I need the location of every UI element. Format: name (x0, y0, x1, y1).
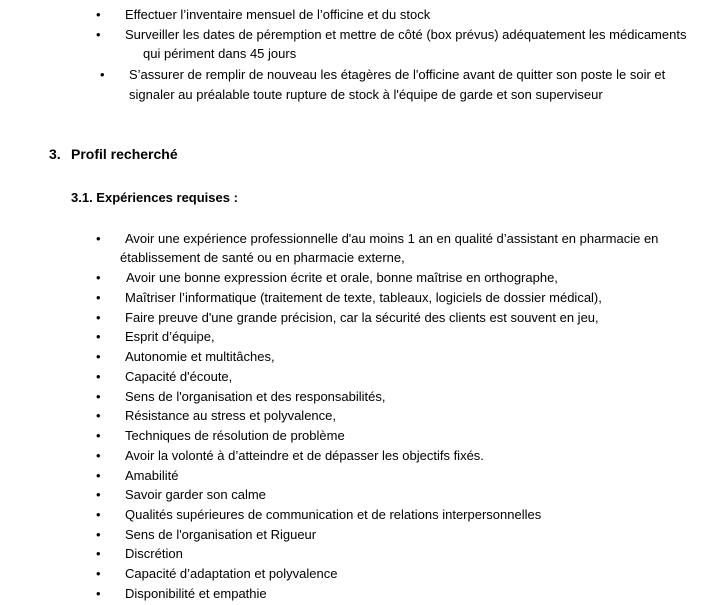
bullet: • (96, 290, 101, 305)
bullet: • (96, 566, 101, 581)
list-item-text: Sens de l'organisation et des responsabilités, (125, 389, 386, 404)
bullet: • (96, 389, 101, 404)
list-item-text: Capacité d’adaptation et polyvalence (125, 566, 338, 581)
bullet: • (96, 270, 101, 285)
list-item-text: S’assurer de remplir de nouveau les étagères de l'officine avant de quitter son poste le soir et (129, 67, 666, 82)
list-item-text: Résistance au stress et polyvalence, (125, 408, 336, 423)
bullet: • (96, 369, 101, 384)
list-item-text: Faire preuve d'une grande précision, car la sécurité des clients est souvent en jeu, (125, 310, 599, 325)
list-item-text: Avoir une bonne expression écrite et orale, bonne maîtrise en orthographe, (126, 270, 558, 285)
bullet: • (96, 428, 101, 443)
list-item-text: signaler au préalable toute rupture de stock à l'équipe de garde et son superviseur (129, 87, 603, 102)
list-item-text: Disponibilité et empathie (125, 586, 267, 601)
bullet: • (96, 349, 101, 364)
list-item-text: Effectuer l’inventaire mensuel de l’officine et du stock (125, 7, 431, 22)
subsection-title: 3.1. Expériences requises : (71, 190, 238, 205)
list-item-text: Surveiller les dates de péremption et mettre de côté (box prévus) adéquatement les médicaments (125, 27, 687, 42)
bullet: • (96, 7, 101, 22)
bullet: • (96, 310, 101, 325)
list-item-text: Avoir une expérience professionnelle d'au moins 1 an en qualité d’assistant en pharmacie en (125, 231, 659, 246)
list-item-text: qui périment dans 45 jours (143, 46, 297, 61)
list-item-text: Capacité d'écoute, (125, 369, 233, 384)
list-item-text: Sens de l'organisation et Rigueur (125, 527, 317, 542)
bullet: • (96, 329, 101, 344)
list-item-text: Amabilité (125, 468, 179, 483)
list-item-text: Esprit d’équipe, (125, 329, 215, 344)
bullet: • (96, 527, 101, 542)
bullet: • (96, 507, 101, 522)
bullet: • (96, 487, 101, 502)
list-item-text: Autonomie et multitâches, (125, 349, 275, 364)
list-item-text: Techniques de résolution de problème (125, 428, 345, 443)
list-item-text: établissement de santé ou en pharmacie externe, (120, 250, 405, 265)
bullet: • (96, 448, 101, 463)
bullet: • (96, 586, 101, 601)
bullet: • (96, 546, 101, 561)
list-item-text: Maîtriser l’informatique (traitement de texte, tableaux, logiciels de dossier médical), (125, 290, 602, 305)
bullet: • (96, 468, 101, 483)
list-item-text: Qualités supérieures de communication et de relations interpersonnelles (125, 507, 542, 522)
list-item (96, 229, 696, 269)
list-item-text: Discrétion (125, 546, 183, 561)
bullet: • (100, 67, 105, 82)
list-item-text: Avoir la volonté à d’atteindre et de dépasser les objectifs fixés. (125, 448, 484, 463)
section-title: Profil recherché (71, 146, 178, 162)
bullet: • (96, 408, 101, 423)
list-item-text: Savoir garder son calme (125, 487, 266, 502)
bullet: • (96, 27, 101, 42)
bullet: • (96, 231, 101, 246)
section-number: 3. (49, 146, 61, 162)
